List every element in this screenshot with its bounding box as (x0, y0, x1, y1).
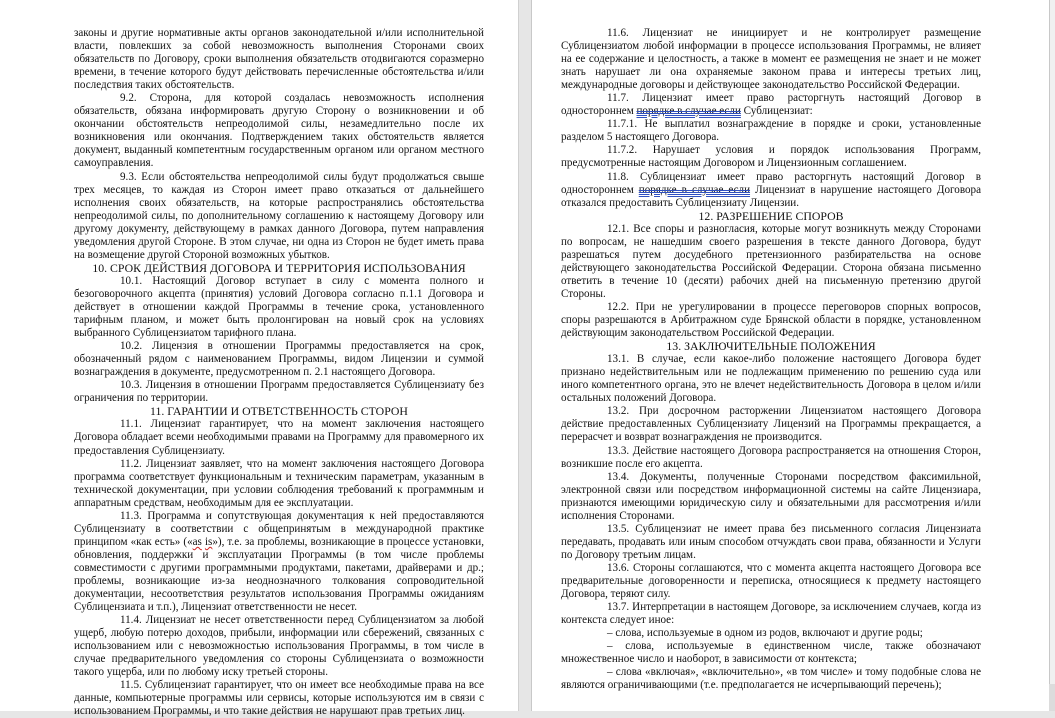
paragraph-10-3: 10.3. Лицензия в отношении Программ предоставляется Сублицензиату без ограничения по территории. (74, 379, 484, 405)
page-gutter (518, 0, 531, 711)
grammar-mark-11-7[interactable]: порядке в случае если (636, 105, 741, 118)
paragraph-13-6: 13.6. Стороны соглашаются, что с момента акцепта настоящего Договора все предварительные договоренности и переписка, относящиеся к предмету настоящего Договора, теряют силу. (561, 561, 981, 601)
paragraph-12-1: 12.1. Все споры и разногласия, которые могут возникнуть между Сторонами по вопросам, не нашедшим своего разрешения в тексте данного Договора, будут разрешаться путем досудебного претензионного разбирательства на основе действующего законодательства Российской Федерации. Сторона обязана письменно ответить в течение 10 (десяти) рабочих дней на письменную претензию другой Стороны. (561, 222, 981, 300)
paragraph-11-7 (561, 92, 981, 118)
vertical-scrollbar[interactable] (1049, 0, 1055, 711)
paragraph-13-4: 13.4. Документы, полученные Сторонами посредством факсимильной, электронной связи или посредством информационной системы на сайте Лицензиара, признаются имеющими юридическую силу и обязательными для рассмотрения и/или исполнения Сторонами. (561, 470, 981, 522)
list-item-dash-3: – слова «включая», «включительно», «в том числе» и тому подобные слова не являются ограничивающими (т.е. предполагается не исчерпывающий перечень); (561, 666, 981, 692)
spellcheck-error-as[interactable]: as (192, 535, 202, 548)
page-right-content (561, 27, 981, 692)
paragraph-13-1: 13.1. В случае, если какое-либо положение настоящего Договора будет признано недействительным или не подлежащим применению по решению суда или иного компетентного органа, это не влечет недействительность Договора в целом и/или остальных положений Договора. (561, 353, 981, 405)
grammar-mark-11-8[interactable]: порядке в случае если (638, 183, 751, 196)
paragraph-12-2: 12.2. При не урегулировании в процессе переговоров спорных вопросов, споры разрешаются в Арбитражном суде Брянской области в порядке, установленном действующим законодательством Российской Федерации. (561, 300, 981, 340)
paragraph-11-3-part-a: 11.3. Программа и сопутствующая документация к ней предоставляются Сублицензиату в соответствии с общепринятым в международной практике принципом «как есть» (« (74, 509, 484, 548)
paragraph-9-1-continued: законы и другие нормативные акты органов законодательной и/или исполнительной власти, повлекших за собой невозможность выполнения Сторонами своих обязательств по Договору, сроки выполнения обязательств отодвигаются соразмерно времени, в течение которого будут действовать перечисленные обстоятельства и/или последствия таких обстоятельств. (74, 27, 484, 92)
paragraph-11-5: 11.5. Сублицензиат гарантирует, что он имеет все необходимые права на все данные, компьютерные программы или сервисы, которые используются им в связи с использованием Программы, и что такие действия не нарушают прав третьих лиц. (74, 679, 484, 718)
paragraph-13-7: 13.7. Интерпретации в настоящем Договоре, за исключением случаев, когда из контекста следует иное: (561, 601, 981, 627)
page-left-content (74, 27, 484, 718)
paragraph-11-7-2: 11.7.2. Нарушает условия и порядок использования Программ, предусмотренные настоящим Договором и Лицензионным соглашением. (561, 144, 981, 170)
section-heading-12: 12. РАЗРЕШЕНИЕ СПОРОВ (698, 208, 844, 223)
paragraph-13-3: 13.3. Действие настоящего Договора распространяется на отношения Сторон, возникшие после его акцепта. (561, 444, 981, 470)
paragraph-10-1: 10.1. Настоящий Договор вступает в силу с момента полного и безоговорочного акцепта (принятия) условий Договора согласно п.1.1 Договора и действует в отношении каждой Программы в течение срока, установленного тарифным планом, и может быть пролонгирован на новый срок на условиях выбранного Сублицензиатом тарифного плана. (74, 274, 484, 340)
paragraph-13-5: 13.5. Сублицензиат не имеет права без письменного согласия Лицензиата передавать, продавать или иным способом отчуждать свои права, обязанности и Услуги по Договору третьим лицам. (561, 522, 981, 561)
section-heading-11: 11. ГАРАНТИИ И ОТВЕТСТВЕННОСТЬ СТОРОН (150, 404, 408, 419)
section-heading-10: 10. СРОК ДЕЙСТВИЯ ДОГОВОРА И ТЕРРИТОРИЯ ИСПОЛЬЗОВАНИЯ (92, 260, 466, 275)
paragraph-11-3-part-b: »), т.е. за проблемы, возникающие в процессе установки, обновления, поддержки и эксплуатации Программы (в том числе проблемы совместимости с другими программными продуктами, пакетами, драйверами и др.; проблемы, возникающие из-за неоднозначного толкования сопроводительной документации, несоответствия результатов использования Программы ожиданиям Сублицензиата и т.п.), Лицензиат ответственности не несет. (74, 535, 485, 614)
paragraph-13-2: 13.2. При досрочном расторжении Лицензиатом настоящего Договора действие предоставленных Сублицензиату Лицензий на Программы прекращается, а перерасчет и возврат вознаграждения не производится. (561, 405, 981, 444)
paragraph-11-8-part-b: Лицензиат в нарушение настоящего Договора отказался предоставить Сублицензиату Лицензии. (561, 183, 981, 209)
document-page-left (0, 0, 518, 718)
paragraph-9-3: 9.3. Если обстоятельства непреодолимой силы будут продолжаться свыше трех месяцев, то каждая из Сторон имеет право отказаться от дальнейшего исполнения своих обязательств, на которые распространялись обстоятельства непреодолимой силы, по дополнительному соглашению к настоящему Договору или другому документу, действующему в рамках данного Договора, путем направления уведомления другой Стороне. В этом случае, ни одна из Сторон не будет иметь права на возмещение другой Стороной возможных убытков. (74, 170, 484, 261)
paragraph-11-7-part-b: Сублицензиат: (740, 105, 813, 118)
section-heading-13: 13. ЗАКЛЮЧИТЕЛЬНЫЕ ПОЛОЖЕНИЯ (666, 339, 876, 354)
paragraph-11-4: 11.4. Лицензиат не несет ответственности перед Сублицензиатом за любой ущерб, любую потерю доходов, прибыли, информации или сбережений, связанных с использованием или с невозможностью использования Программы, в том числе в случае предварительного уведомления со стороны Сублицензиата о возможности такого ущерба, или по любому иску третьей стороны. (74, 614, 484, 679)
paragraph-11-7-part-a: 11.7. Лицензиат имеет право расторгнуть настоящий Договор в одностороннем (561, 92, 981, 118)
paragraph-11-3 (74, 510, 484, 614)
paragraph-10-2: 10.2. Лицензия в отношении Программы предоставляется на срок, обозначенный рядом с наименованием Программы, видом Лицензии и суммой вознаграждения в документе, предусмотренном п. 2.1 настоящего Договора. (74, 340, 484, 379)
paragraph-11-2: 11.2. Лицензиат заявляет, что на момент заключения настоящего Договора программа соответствует функциональным и техническим параметрам, указанным в технической документации, при условии соблюдения требований к программным и аппаратным средствам, необходимым для ее эксплуатации. (74, 457, 484, 509)
paragraph-11-8 (561, 171, 981, 210)
list-item-dash-2: – слова, используемые в единственном числе, также обозначают множественное число и наоборот, в зависимости от контекста; (561, 640, 981, 666)
paragraph-11-7-1: 11.7.1. Не выплатил вознаграждение в порядке и сроки, установленные разделом 5 настоящего Договора. (561, 118, 981, 144)
paragraph-11-8-part-a: 11.8. Сублицензиат имеет право расторгнуть настоящий Договор в одностороннем (561, 170, 981, 196)
scrollbar-thumb[interactable] (1049, 684, 1055, 711)
paragraph-11-1: 11.1. Лицензиат гарантирует, что на момент заключения настоящего Договора обладает всеми необходимыми правами на Программу для правомерного их предоставления Сублицензиату. (74, 418, 484, 457)
paragraph-11-6: 11.6. Лицензиат не инициирует и не контролирует размещение Сублицензиатом любой информации в процессе использования Программы, не влияет на ее содержание и целостность, а также в момент ее размещения не знает и не может знать нарушает ли она охраняемые законом права и интересы третьих лиц, международные договоры и действующее законодательство Российской Федерации. (561, 27, 981, 92)
document-page-right (531, 0, 1050, 711)
list-item-dash-1: – слова, используемые в одном из родов, включают и другие роды; (607, 627, 923, 640)
spellcheck-error-is[interactable]: is (204, 535, 213, 548)
paragraph-9-2: 9.2. Сторона, для которой создалась невозможность исполнения обязательств, обязана информировать другую Сторону о возникновении и об окончании обстоятельств непреодолимой силы, незамедлительно после их возникновения или окончания. Подтверждением таких обстоятельств является документ, выданный компетентным государственным органом или органом местного самоуправления. (74, 92, 484, 170)
